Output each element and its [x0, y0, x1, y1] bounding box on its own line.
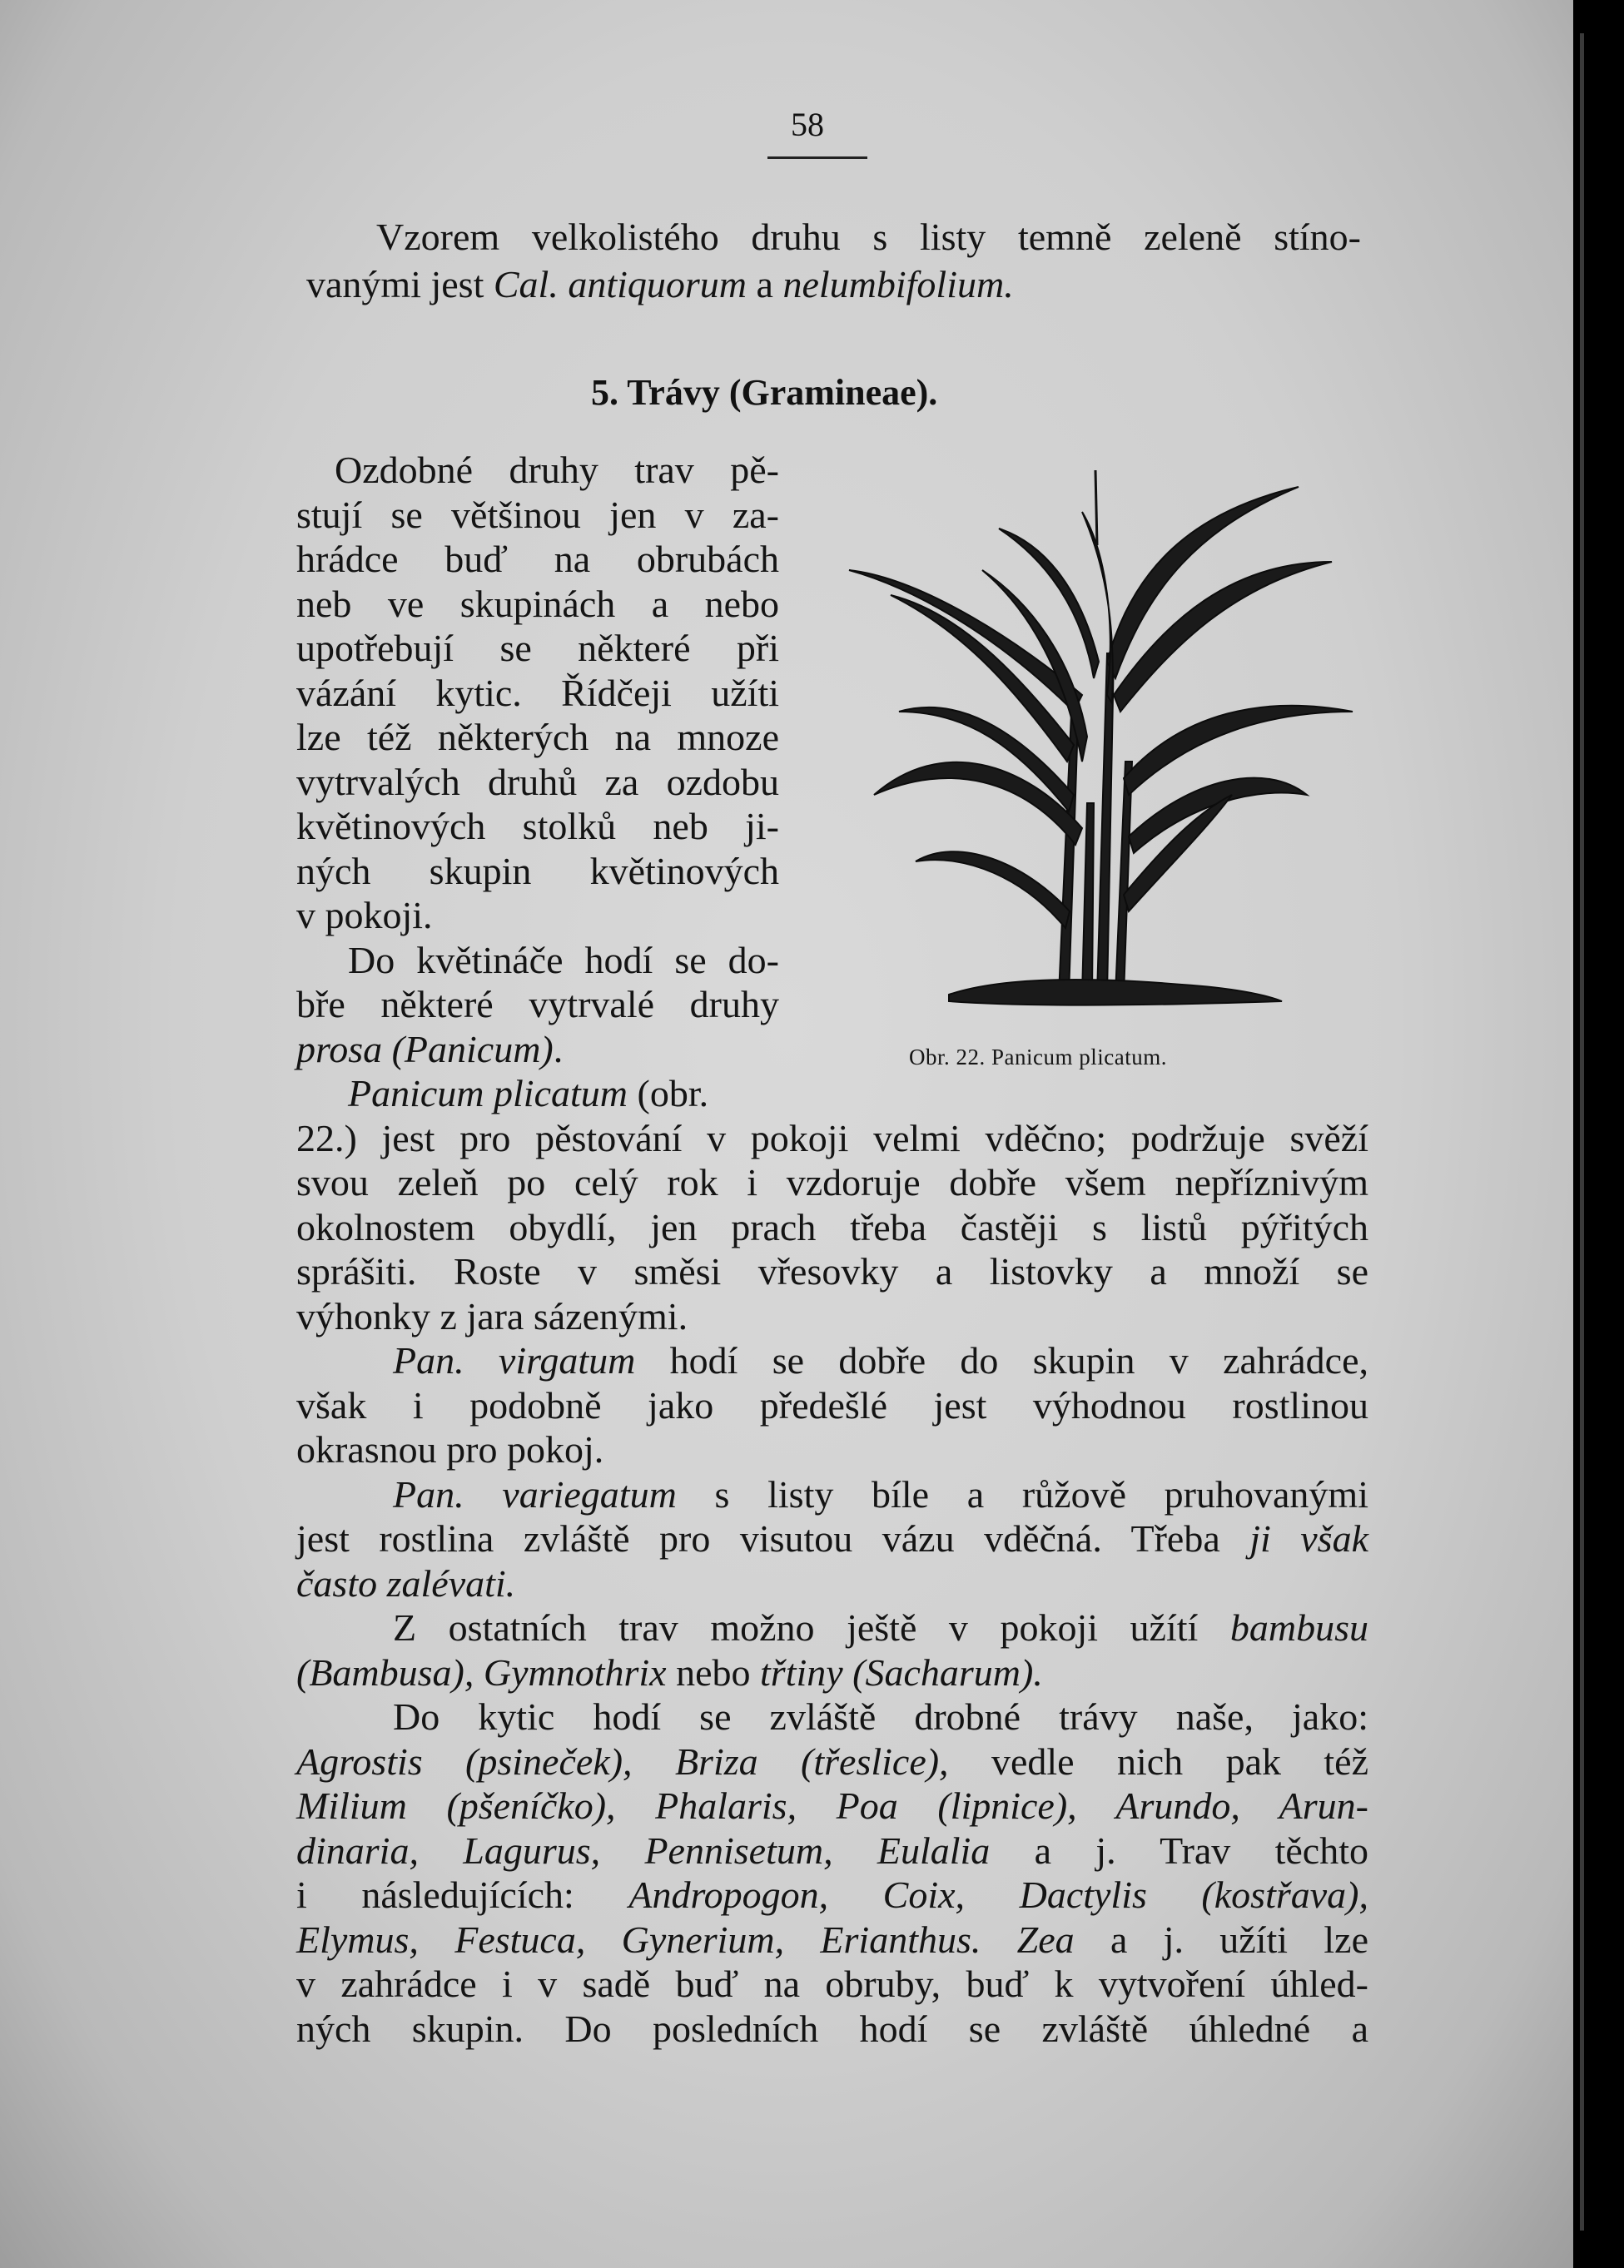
narrow-line: Ozdobné druhy trav pě-: [335, 449, 779, 491]
variegatum-line-2: jest rostlina zvláště pro visutou vázu vděčná. Třeba ji však: [296, 1517, 1368, 1560]
narrow-line: Do květináče hodí se do-: [348, 939, 779, 981]
narrow-line: neb ve skupinách a nebo: [296, 583, 779, 625]
narrow-line: lze též některých na mnoze: [296, 716, 779, 758]
kytice-line-2: Agrostis (psineček), Briza (třeslice), vedle nich pak též: [296, 1740, 1369, 1783]
narrow-line: stují se většinou jen v za-: [296, 494, 779, 536]
panicum-plant-illustration: [832, 445, 1365, 1036]
paragraph-line: okolnostem obydlí, jen prach třeba častěji s listů pýřitých: [296, 1206, 1368, 1248]
page-number: 58: [791, 106, 824, 143]
kytice-line-8: ných skupin. Do posledních hodí se zvláště úhledné a: [296, 2007, 1368, 2050]
narrow-line: upotřebují se některé při: [296, 627, 779, 669]
ostatni-line-1: Z ostatních trav možno ještě v pokoji užítí bambusu: [393, 1606, 1368, 1649]
narrow-line: vytrvalých druhů za ozdobu: [296, 761, 779, 803]
virgatum-line-1: Pan. virgatum hodí se dobře do skupin v zahrádce,: [393, 1339, 1368, 1382]
paragraph-line: výhonky z jara sázenými.: [296, 1295, 688, 1337]
variegatum-line-3: často zalévati.: [296, 1562, 516, 1605]
narrow-line: květinových stolků neb ji-: [296, 805, 779, 847]
kytice-line-7: v zahrádce i v sadě buď na obruby, buď k vytvoření úhled-: [296, 1963, 1368, 2005]
narrow-line: bře některé vytrvalé druhy: [296, 983, 779, 1025]
kytice-line-6: Elymus, Festuca, Gynerium, Erianthus. Zea a j. užíti lze: [296, 1918, 1368, 1961]
narrow-line: hrádce buď na obrubách: [296, 538, 779, 580]
intro-line-2: vanými jest Cal. antiquorum a nelumbifolium.: [306, 263, 1014, 305]
figure-caption: Obr. 22. Panicum plicatum.: [909, 1045, 1167, 1069]
page-number-rule: [767, 156, 867, 159]
narrow-line: vázání kytic. Řídčeji užíti: [296, 672, 779, 714]
kytice-line-1: Do kytic hodí se zvláště drobné trávy naše, jako:: [393, 1695, 1368, 1738]
kytice-line-4: dinaria, Lagurus, Pennisetum, Eulalia a j. Trav těchto: [296, 1829, 1368, 1872]
narrow-line: v pokoji.: [296, 894, 433, 936]
narrow-line: ných skupin květinových: [296, 850, 779, 892]
section-heading: 5. Trávy (Gramineae).: [591, 372, 938, 413]
narrow-line-panicum: Panicum plicatum (obr.: [348, 1072, 709, 1114]
paragraph-line: sprášiti. Roste v směsi vřesovky a listovky a množí se: [296, 1250, 1368, 1293]
ostatni-line-2: (Bambusa), Gymnothrix nebo třtiny (Sacharum).: [296, 1651, 1043, 1694]
variegatum-line-1: Pan. variegatum s listy bíle a růžově pruhovanými: [393, 1473, 1368, 1516]
virgatum-line-3: okrasnou pro pokoj.: [296, 1428, 604, 1471]
page-edge-line: [1580, 33, 1584, 2231]
narrow-line-prosa: prosa (Panicum).: [296, 1028, 564, 1070]
paragraph-line: 22.) jest pro pěstování v pokoji velmi vděčno; podržuje svěží: [296, 1117, 1368, 1159]
kytice-line-3: Milium (pšeníčko), Phalaris, Poa (lipnice), Arundo, Arun-: [296, 1784, 1368, 1827]
intro-line-1: Vzorem velkolistého druhu s listy temně zeleně stíno-: [376, 216, 1361, 258]
kytice-line-5: i následujících: Andropogon, Coix, Dactylis (kostřava),: [296, 1873, 1368, 1916]
paragraph-line: svou zeleň po celý rok i vzdoruje dobře všem nepříznivým: [296, 1161, 1368, 1203]
virgatum-line-2: však i podobně jako předešlé jest výhodnou rostlinou: [296, 1384, 1368, 1427]
